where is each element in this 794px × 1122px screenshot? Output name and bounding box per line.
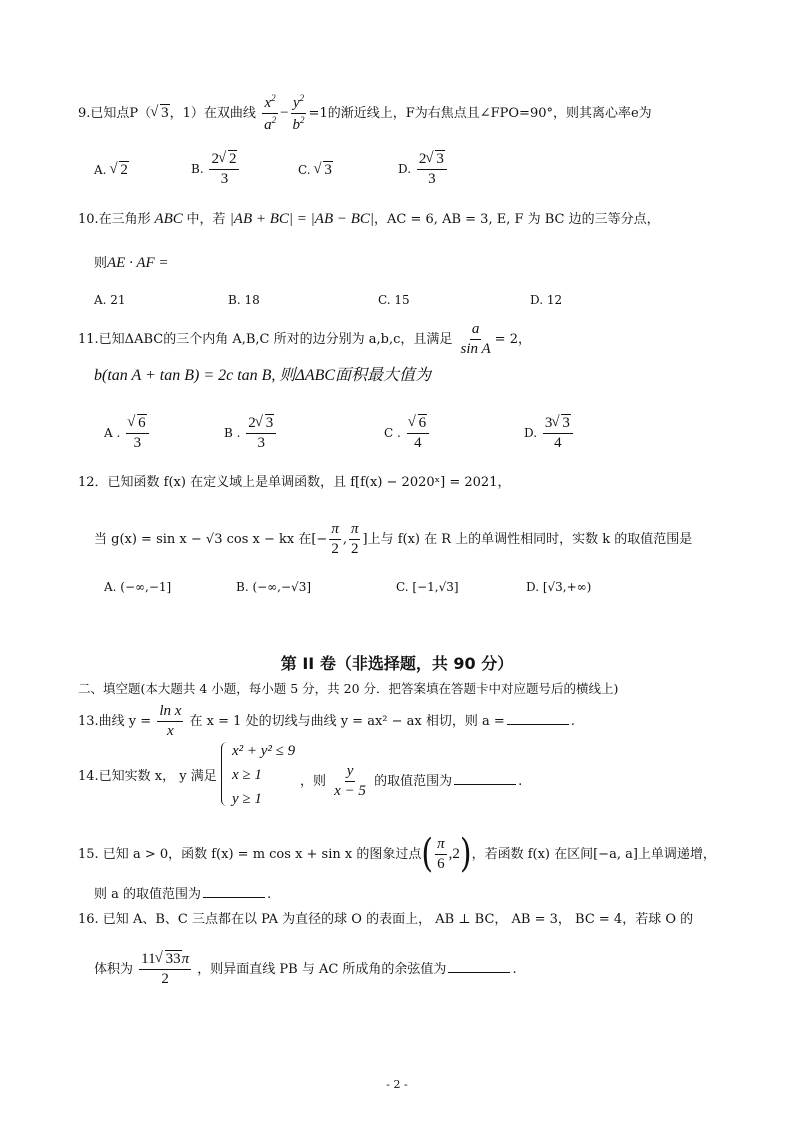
question-13: 13.曲线 y = $\frac{\text{ln x}}{x}$ 在 x = 1 处的切线与曲线 y = ax² − ax 相切，则 a = . (78, 703, 575, 739)
fraction-volume: $\frac{11√ 33\pi}{2}$ (139, 952, 191, 987)
fraction-a-sinA: $\frac{a}{\text{sin A}}$ (460, 321, 491, 357)
q15-text-pre: 15. 已知 a > 0，函数 f(x) = m cos x + sin x 的图象过点 (78, 847, 422, 862)
q12-option-a: A. (−∞,−1] (104, 580, 172, 594)
q12-option-d: D. [√3,+∞) (526, 580, 592, 594)
q14-text-pre: 14.已知实数 x， y 满足 (78, 769, 217, 784)
fraction-y-x5: $\frac{y}{x - 5}$ (334, 763, 366, 799)
sqrt3: √ 3 (151, 105, 170, 121)
answer-blank[interactable] (203, 897, 265, 898)
question-15: 15. 已知 a > 0，函数 f(x) = m cos x + sin x 的图象过点( $\frac{\pi}{6}$ ,2)，若函数 f(x) 在区间[−a, a]上单调递增， (78, 831, 716, 877)
question-16: 16. 已知 A、B、C 三点都在以 PA 为直径的球 O 的表面上， AB ⊥ BC， AB = 3， BC = 4，若球 O 的 (78, 912, 694, 927)
page-number: - 2 - (386, 1078, 408, 1091)
q11-text-post: = 2， (494, 332, 531, 347)
q15-text-post: ，若函数 f(x) 在区间[−a, a]上单调递增， (471, 847, 716, 862)
question-14 (78, 770, 217, 783)
question-10: 10.在三角形 ABC 中，若 |AB + BC| = |AB − BC|，AC = 6, AB = 3, E, F 为 BC 边的三等分点， (78, 211, 660, 227)
q12-option-c: C. [−1,√3] (396, 580, 459, 594)
q11-line2: b(tan A + tan B) = 2c tan B, 则ΔABC面积最大值为 (94, 367, 432, 384)
fraction-lnx-x: $\frac{\text{ln x}}{x}$ (159, 703, 182, 739)
q9-option-d: D. $\frac{2√ 3}{3}$ (398, 152, 449, 187)
q10-option-c: C. 15 (378, 293, 410, 307)
q11-option-d: D. $\frac{3√ 3}{4}$ (524, 416, 575, 451)
q10-option-d: D. 12 (530, 293, 563, 307)
q11-option-a: A . √ $\frac{6}{3}$ (104, 416, 151, 451)
q9-option-b: B. $\frac{2√ 2}{3}$ (191, 152, 241, 187)
q9-text-pre: 9.已知点P（ (78, 106, 152, 121)
question-12: 12．已知函数 f(x) 在定义域上是单调函数，且 f[f(x) − 2020ˣ] = 2021， (78, 475, 511, 490)
q16-line2: 体积为 $\frac{11√ 33\pi}{2}$ ，则异面直线 PB 与 AC 所成角的余弦值为 . (94, 952, 517, 987)
q10-text-pre: 10.在三角形 (78, 212, 151, 227)
q11-option-b: B . $\frac{2√ 3}{3}$ (224, 416, 278, 451)
q14-constraint-2: x ≥ 1 (232, 767, 262, 783)
answer-blank[interactable] (454, 784, 516, 785)
section-intro: 二、填空题(本大题共 4 小题，每小题 5 分，共 20 分．把答案填在答题卡中对应题号后的横线上) (78, 681, 619, 696)
q10-option-b: B. 18 (228, 293, 260, 307)
question-9: 9.已知点P（√ 3，1）在双曲线 $\frac{x^2}{a^2}$ − $\frac{y^2}{b^2}$ =1的渐近线上，F为右焦点且∠FPO=90°，则其离心率e为 (78, 94, 652, 133)
q10-option-a: A. 21 (94, 293, 126, 307)
answer-blank[interactable] (448, 972, 510, 973)
q12-option-b: B. (−∞,−√3] (236, 580, 312, 594)
q11-option-c: C . √ $\frac{6}{4}$ (384, 416, 431, 451)
q15-line2: 则 a 的取值范围为 . (94, 887, 272, 902)
q14-constraint-1: x² + y² ≤ 9 (232, 743, 296, 759)
question-11 (78, 322, 531, 357)
q9-text-mid: ，1）在双曲线 (169, 106, 256, 121)
q9-option-a: A. √ 2 (94, 162, 129, 179)
q13-text-post: 在 x = 1 处的切线与曲线 y = ax² − ax 相切，则 a = (189, 714, 505, 729)
q14-tail: ，则 $\frac{y}{x - 5}$ 的取值范围为 . (300, 763, 523, 799)
fraction-y2-b2: $\frac{y^2}{b^2}$ (292, 93, 305, 133)
q11-text-pre: 11.已知ΔABC的三个内角 A,B,C 所对的边分别为 a,b,c，且满足 (78, 332, 453, 347)
answer-blank[interactable] (507, 724, 569, 725)
q9-text-post: =1的渐近线上，F为右焦点且∠FPO=90°，则其离心率e为 (308, 106, 652, 121)
q12-line2: 当 g(x) = sin x − √3 cos x − kx 在[− $\frac{\pi}{2}$ , $\frac{\pi}{2}$ ]上与 f(x) 在 R 上的单调性相同时，实数 k 的取值范围是 (94, 521, 693, 557)
fraction-x2-a2: $\frac{x^2}{a^2}$ (264, 93, 277, 133)
q10-text-mid: 中，若 (186, 212, 226, 227)
system-brace (221, 742, 230, 806)
q14-constraint-3: y ≥ 1 (232, 791, 262, 807)
q10-line2: 则AE · AF = (94, 255, 169, 271)
q13-text-pre: 13.曲线 y = (78, 714, 152, 729)
section-title: 第 II 卷（非选择题，共 90 分） (280, 654, 514, 673)
vector-expression: |AB + BC| = |AB − BC| (229, 211, 375, 227)
q10-text-post: ，AC = 6, AB = 3, E, F 为 BC 边的三等分点， (374, 212, 660, 227)
q9-option-c: C. √ 3 (298, 162, 333, 179)
